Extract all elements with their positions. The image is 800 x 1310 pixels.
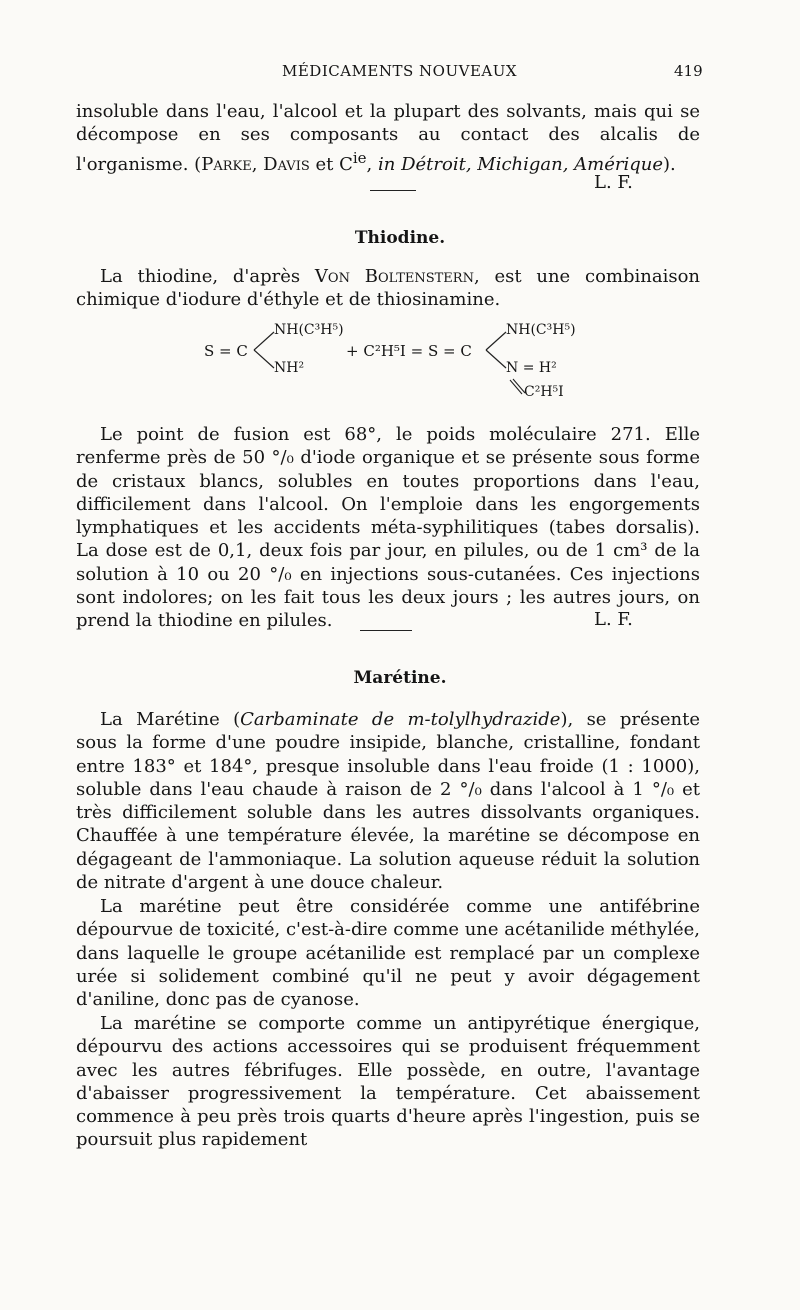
running-title: MÉDICAMENTS NOUVEAUX [282, 62, 518, 80]
credit-place: in Détroit, Michigan, Amérique [378, 153, 664, 175]
intro-text: insoluble dans l'eau, l'alcool et la plupart des solvants, mais qui se décompose en ses composants au contact des alcalis de l'organisme. [76, 101, 700, 175]
section-divider-2 [360, 630, 412, 631]
intro-signature: L. F. [594, 172, 633, 193]
formula-nh2: NH² [274, 360, 305, 376]
maretine-title: Marétine. [353, 668, 447, 688]
author-name: Von Boltenstern [314, 266, 474, 287]
thiodine-title: Thiodine. [354, 228, 446, 248]
thiodine-signature: L. F. [594, 609, 633, 630]
formula-c2h5i: C²H⁵I [524, 384, 564, 400]
maretine-paragraph-3: La marétine se comporte comme un antipyrétique énergique, dépourvu des actions accessoires qui se produisent fréquemment avec les autres fébrifuges. Elle possède, en outre, l'avantage d'abaisser progressivement la température. Cet abaissement commence à peu près trois quarts d'heure après l'ingestion, puis se poursuit plus rapidement [76, 1013, 700, 1151]
formula-nh-c3h5-right: NH(C³H⁵) [506, 322, 576, 338]
section-divider [370, 190, 416, 191]
thiodine-intro: La thiodine, d'après Von Boltenstern, est une combinaison chimique d'iodure d'éthyle et de thiosinamine. [76, 266, 701, 311]
page-number: 419 [674, 62, 703, 80]
maretine-chemical-name: Carbaminate de m-tolylhydrazide [240, 709, 561, 730]
formula-nh-c3h5: NH(C³H⁵) [274, 322, 344, 338]
maretine-paragraph-1: La Marétine (Carbaminate de m-tolylhydrazide), se présente sous la forme d'une poudre insipide, blanche, cristalline, fondant entre 183° et 184°, presque insoluble dans l'eau froide (1 : 1000), soluble dans l'eau chaude à raison de 2 °/₀ dans l'alcool à 1 °/₀ et très difficilement soluble dans les autres dissolvants organiques. Chauffée à une température élevée, la marétine se décompose en dégageant de l'ammoniaque. La solution aqueuse réduit la solution de nitrate d'argent à une douce chaleur. [76, 709, 700, 894]
credit-company: Parke, Davis [201, 153, 310, 175]
thiodine-paragraph: Le point de fusion est 68°, le poids moléculaire 271. Elle renferme près de 50 °/₀ d'iode organique et se présente sous forme de cristaux blancs, solubles en toutes proportions dans l'eau, difficilement dans l'alcool. On l'emploie dans les engorgements lymphatiques et les accidents méta-syphilitiques (tabes dorsalis). La dose est de 0,1, deux fois par jour, en pilules, ou de 1 cm³ de la solution à 10 ou 20 °/₀ en injections sous-cutanées. Ces injections sont indolores; on les fait tous les deux jours ; les autres jours, on prend la thiodine en pilules. [76, 424, 700, 632]
formula-s-eq-c: S = C [204, 342, 248, 360]
maretine-paragraph-2: La marétine peut être considérée comme une antifébrine dépourvue de toxicité, c'est-à-dire comme une acétanilide méthylée, dans laquelle le groupe acétanilide est remplacé par un complexe urée si solidement combiné qu'il ne peut y avoir dégagement d'aniline, donc pas de cyanose. [76, 896, 700, 1011]
formula-plus-c2h5i: + C²H⁵I = S = C [346, 342, 472, 360]
page-header [0, 62, 800, 84]
intro-paragraph: insoluble dans l'eau, l'alcool et la plupart des solvants, mais qui se décompose en ses composants au contact des alcalis de l'organisme. (Parke, Davis et $C^{ie}$, in Détroit, Michigan, Amérique). [76, 101, 700, 175]
formula-n-eq-h2: N = H² [506, 360, 557, 376]
